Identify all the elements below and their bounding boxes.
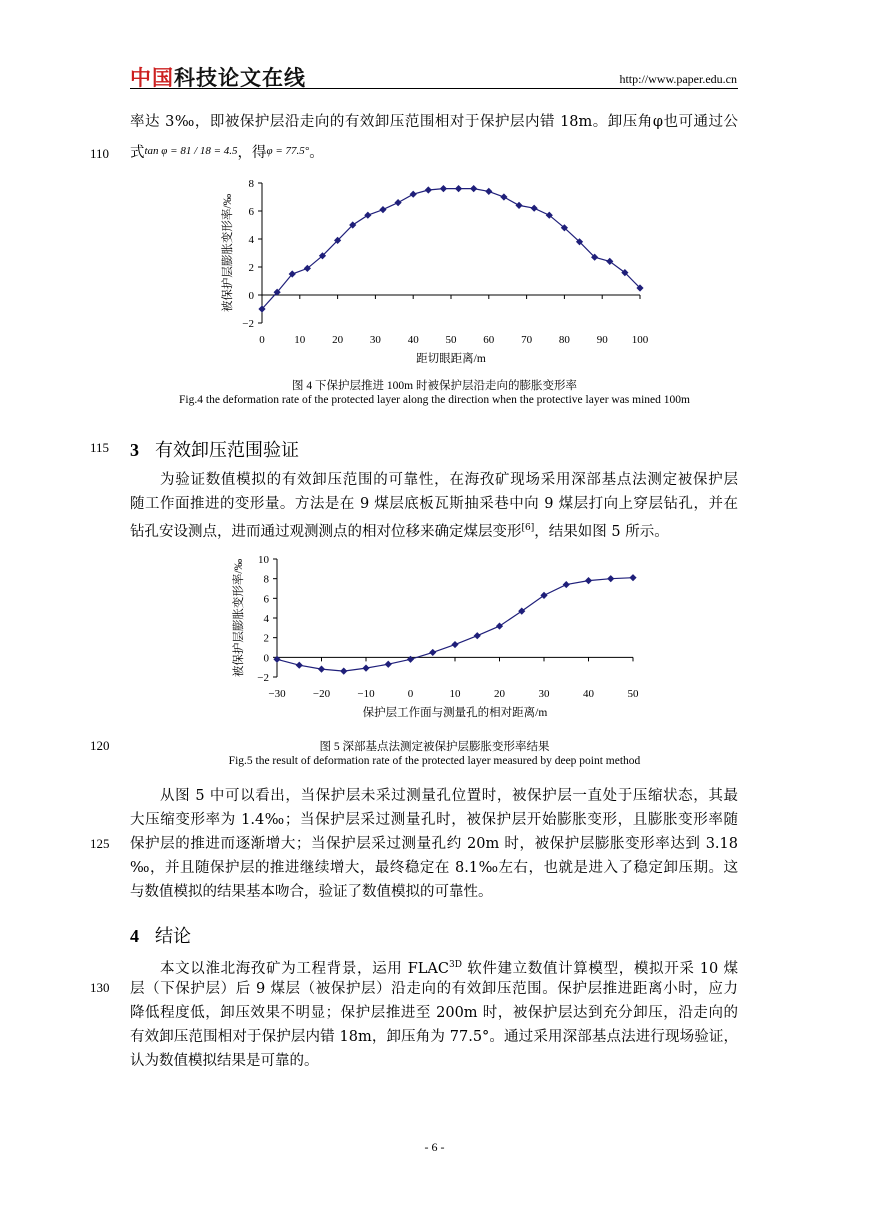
section-3-para-line-last [130, 518, 738, 542]
data-point [440, 185, 447, 192]
y-tick-label: 10 [258, 554, 269, 566]
conclusion-line-1a: 本文以淮北海孜矿为工程背景，运用 FLAC [160, 960, 449, 977]
y-tick-label: −2 [257, 672, 269, 684]
figure-4-caption-en: Fig.4 the deformation rate of the protected layer along the direction when the protective layer was mined 100m [179, 394, 690, 406]
data-point [563, 581, 570, 588]
section-3-para-text: 钻孔安设测点，进而通过观测测点的相对位移来确定煤层变形 [130, 523, 522, 540]
data-point [540, 592, 547, 599]
section-4-heading [130, 922, 191, 948]
x-tick-label: 20 [332, 334, 344, 346]
data-point [318, 666, 325, 673]
data-point [500, 193, 507, 200]
x-tick-label: 90 [596, 334, 608, 346]
conclusion-line-1 [160, 955, 738, 979]
analysis-para-line: 从图 5 中可以看出，当保护层未采过测量孔位置时，被保护层一直处于压缩状态，其最 [160, 788, 738, 804]
data-point [451, 641, 458, 648]
data-point [379, 206, 386, 213]
y-tick-label: 8 [248, 178, 254, 190]
section-3-para-line: 随工作面推进的变形量。方法是在 9 煤层底板瓦斯抽采巷中向 9 煤层打向上穿层钻孔，并在 [130, 496, 738, 512]
conclusion-line: 降低程度低，卸压效果不明显；保护层推进至 200m 时，被保护层达到充分卸压，沿走向的 [130, 1005, 738, 1021]
x-tick-label: 20 [494, 688, 505, 700]
series-line [262, 189, 640, 309]
data-point [470, 185, 477, 192]
flac-superscript: 3D [448, 960, 462, 970]
formula-phi: φ = 77.5° [266, 145, 310, 157]
line-number: 125 [90, 836, 110, 851]
data-point [425, 186, 432, 193]
x-tick-label: 80 [558, 334, 570, 346]
y-axis-label: 被保护层膨胀变形率/‰ [222, 193, 234, 313]
data-point [340, 668, 347, 675]
analysis-para-line: 保护层的推进而逐渐增大；当保护层采过测量孔约 20m 时，被保护层膨胀变形率达到 3.18 [130, 836, 738, 852]
x-tick-label: 10 [294, 334, 306, 346]
intro-line-2 [130, 141, 738, 163]
figure-5-chart [228, 545, 658, 730]
x-tick-label: −20 [312, 688, 331, 700]
analysis-para-line: 与数值模拟的结果基本吻合，验证了数值模拟的可靠性。 [130, 884, 493, 900]
data-point [474, 632, 481, 639]
y-tick-label: −2 [242, 318, 254, 330]
line-number: 130 [90, 980, 110, 995]
x-tick-label: −30 [268, 688, 286, 700]
x-tick-label: 40 [407, 334, 419, 346]
conclusion-line: 认为数值模拟结果是可靠的。 [130, 1053, 319, 1069]
data-point [407, 656, 414, 663]
x-tick-label: 0 [259, 334, 265, 346]
x-axis-label: 距切眼距离/m [416, 353, 486, 365]
data-point [394, 199, 401, 206]
section-3-para-tail: ，结果如图 5 所示。 [534, 523, 669, 540]
section-3-title: 有效卸压范围验证 [155, 440, 299, 461]
intro-line-1: 率达 3‰，即被保护层沿走向的有效卸压范围相对于保护层内错 18m。卸压角φ也可通过公 [130, 114, 738, 130]
data-point [362, 665, 369, 672]
logo-red-text: 中国 [130, 66, 174, 90]
x-axis-label: 保护层工作面与测量孔的相对距离/m [362, 707, 548, 719]
data-point [273, 656, 280, 663]
data-point [515, 202, 522, 209]
y-tick-label: 2 [248, 262, 254, 274]
figure-4-chart [215, 170, 675, 375]
x-tick-label: 30 [538, 688, 550, 700]
data-point [629, 574, 636, 581]
data-point [607, 575, 614, 582]
y-tick-label: 8 [263, 573, 269, 586]
data-point [518, 608, 525, 615]
x-tick-label: 70 [521, 334, 533, 346]
y-tick-label: 0 [248, 290, 254, 302]
conclusion-line: 有效卸压范围相对于保护层内错 18m，卸压角为 77.5°。通过采用深部基点法进行现场验证， [130, 1029, 738, 1045]
conclusion-line-1b: 软件建立数值计算模型，模拟开采 10 煤 [461, 960, 738, 977]
data-point [531, 205, 538, 212]
x-tick-label: 40 [583, 688, 594, 700]
x-tick-label: 50 [627, 688, 639, 700]
x-tick-label: 50 [445, 334, 457, 346]
y-tick-label: 2 [263, 632, 269, 645]
header-url[interactable]: http://www.paper.edu.cn [619, 72, 737, 86]
section-3-heading [130, 436, 299, 462]
y-tick-label: 4 [263, 613, 269, 625]
section-3-para-line: 为验证数值模拟的有效卸压范围的可靠性，在海孜矿现场采用深部基点法测定被保护层 [160, 472, 738, 488]
data-point [364, 212, 371, 219]
data-point [455, 185, 462, 192]
analysis-para-line: 大压缩变形率为 1.4‰；当保护层采过测量孔时，被保护层开始膨胀变形，且膨胀变形率随 [130, 812, 738, 828]
analysis-para-line: ‰，并且随保护层的推进继续增大，最终稳定在 8.1‰左右，也就是进入了稳定卸压期。这 [130, 860, 738, 876]
y-tick-label: 0 [263, 652, 269, 665]
x-tick-label: −10 [357, 688, 375, 700]
figure-4-caption-cn: 图 4 下保护层推进 100m 时被保护层沿走向的膨胀变形率 [292, 380, 577, 392]
intro-line-2-mid: ，得 [237, 145, 267, 161]
formula-tan: tan φ = 81 / 18 = 4.5 [144, 145, 238, 157]
data-point [296, 662, 303, 669]
x-tick-label: 10 [449, 688, 461, 700]
data-point [385, 661, 392, 668]
x-tick-label: 60 [483, 334, 495, 346]
data-point [410, 191, 417, 198]
intro-line-2-end: 。 [309, 145, 324, 161]
header-rule [130, 88, 738, 89]
conclusion-line: 层（下保护层）后 9 煤层（被保护层）沿走向的有效卸压范围。保护层推进距离小时，应力 [130, 981, 738, 997]
x-tick-label: 100 [631, 334, 649, 346]
data-point [496, 622, 503, 629]
data-point [585, 577, 592, 584]
page-number: - 6 - [424, 1140, 445, 1154]
data-point [429, 649, 436, 656]
figure-5-caption-en: Fig.5 the result of deformation rate of the protected layer measured by deep point method [228, 755, 641, 767]
y-tick-label: 6 [248, 206, 254, 218]
line-number: 120 [90, 738, 110, 753]
line-number: 110 [90, 146, 110, 161]
figure-5-caption-cn: 图 5 深部基点法测定被保护层膨胀变形率结果 [319, 741, 550, 753]
intro-line-2-prefix: 式 [130, 145, 145, 161]
section-4-number: 4 [130, 926, 139, 946]
citation-6[interactable]: [6] [521, 523, 535, 533]
x-tick-label: 30 [369, 334, 381, 346]
y-tick-label: 6 [263, 593, 269, 606]
section-4-title: 结论 [155, 926, 191, 947]
line-number: 115 [90, 440, 110, 455]
section-3-number: 3 [130, 440, 139, 460]
y-axis-label: 被保护层膨胀变形率/‰ [233, 558, 245, 678]
logo-black-text: 科技论文在线 [174, 66, 306, 90]
x-tick-label: 0 [407, 688, 414, 700]
y-tick-label: 4 [248, 234, 254, 246]
data-point [485, 188, 492, 195]
